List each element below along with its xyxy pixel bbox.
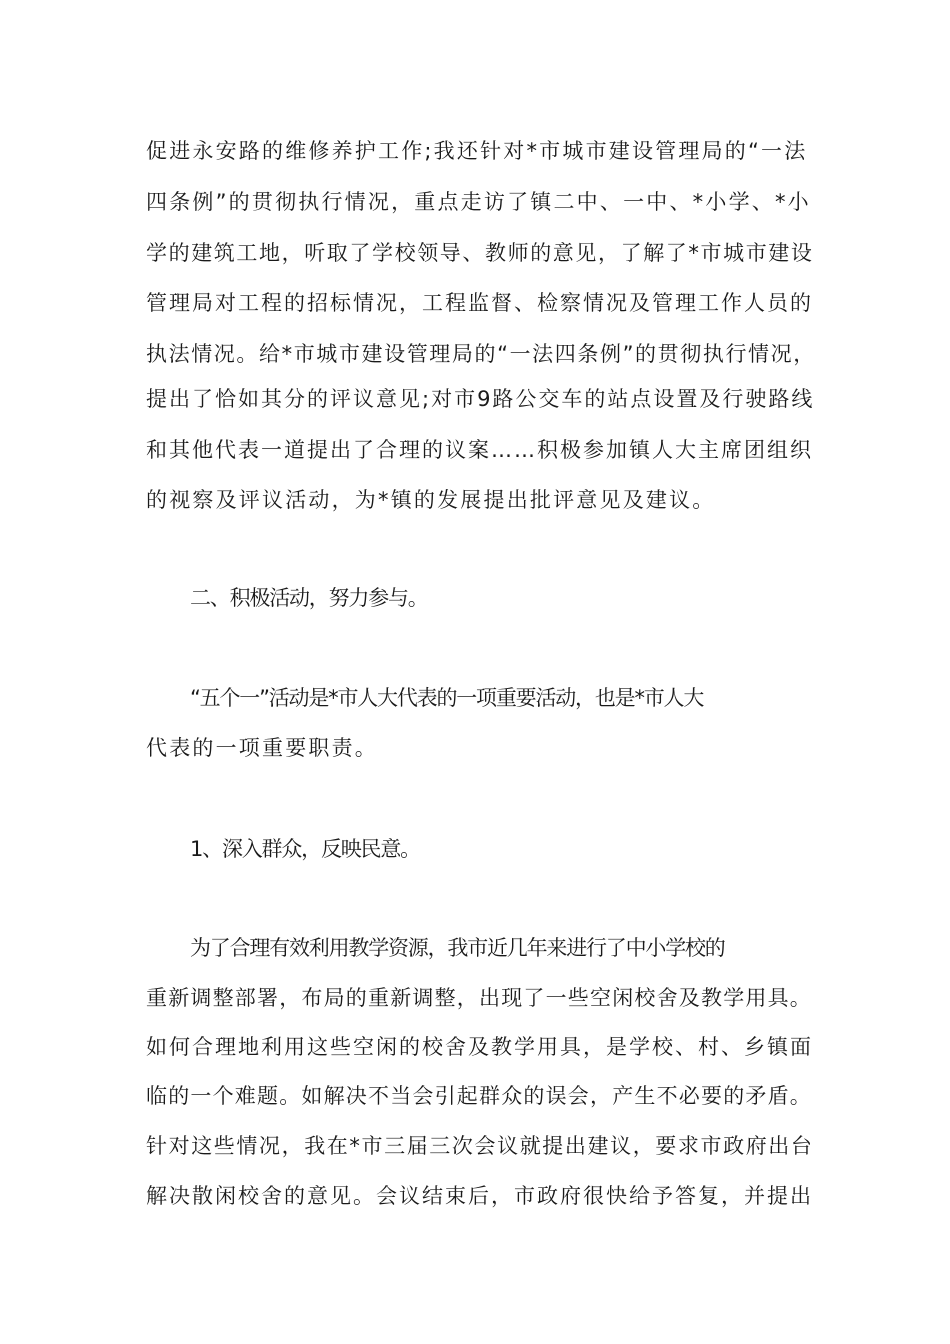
paragraph-1-line-6: 提出了恰如其分的评议意见;对市9路公交车的站点设置及行驶路线 <box>146 387 815 411</box>
paragraph-3-line-6: 解决散闲校舍的意见。会议结束后，市政府很快给予答复，并提出 <box>146 1184 813 1208</box>
subheading-1: 1、深入群众，反映民意。 <box>190 837 420 861</box>
paragraph-2-line-2: 代表的一项重要职责。 <box>146 736 378 760</box>
paragraph-1-line-1: 促进永安路的维修养护工作;我还针对*市城市建设管理局的“一法 <box>146 139 808 163</box>
paragraph-1-line-2: 四条例”的贯彻执行情况，重点走访了镇二中、一中、*小学、*小 <box>146 190 811 214</box>
paragraph-1-line-7: 和其他代表一道提出了合理的议案……积极参加镇人大主席团组织 <box>146 438 813 462</box>
paragraph-1-line-8: 的视察及评议活动，为*镇的发展提出批评意见及建议。 <box>146 488 716 512</box>
paragraph-3-line-4: 临的一个难题。如解决不当会引起群众的误会，产生不必要的矛盾。 <box>146 1084 812 1108</box>
paragraph-1-line-4: 管理局对工程的招标情况，工程监督、检察情况及管理工作人员的 <box>146 291 813 315</box>
paragraph-1-line-5: 执法情况。给*市城市建设管理局的“一法四条例”的贯彻执行情况， <box>146 342 816 366</box>
paragraph-3-line-2: 重新调整部署，布局的重新调整，出现了一些空闲校舍及教学用具。 <box>146 986 812 1010</box>
paragraph-3-line-3: 如何合理地利用这些空闲的校舍及教学用具，是学校、村、乡镇面 <box>146 1035 813 1059</box>
paragraph-2-line-1: “五个一”活动是*市人大代表的一项重要活动，也是*市人大 <box>190 686 704 710</box>
section-heading-2: 二、积极活动，努力参与。 <box>190 586 428 610</box>
paragraph-3-line-1: 为了合理有效利用教学资源，我市近几年来进行了中小学校的 <box>190 936 725 960</box>
paragraph-1-line-3: 学的建筑工地，听取了学校领导、教师的意见，了解了*市城市建设 <box>146 241 814 265</box>
paragraph-3-line-5: 针对这些情况，我在*市三届三次会议就提出建议，要求市政府出台 <box>146 1134 814 1158</box>
